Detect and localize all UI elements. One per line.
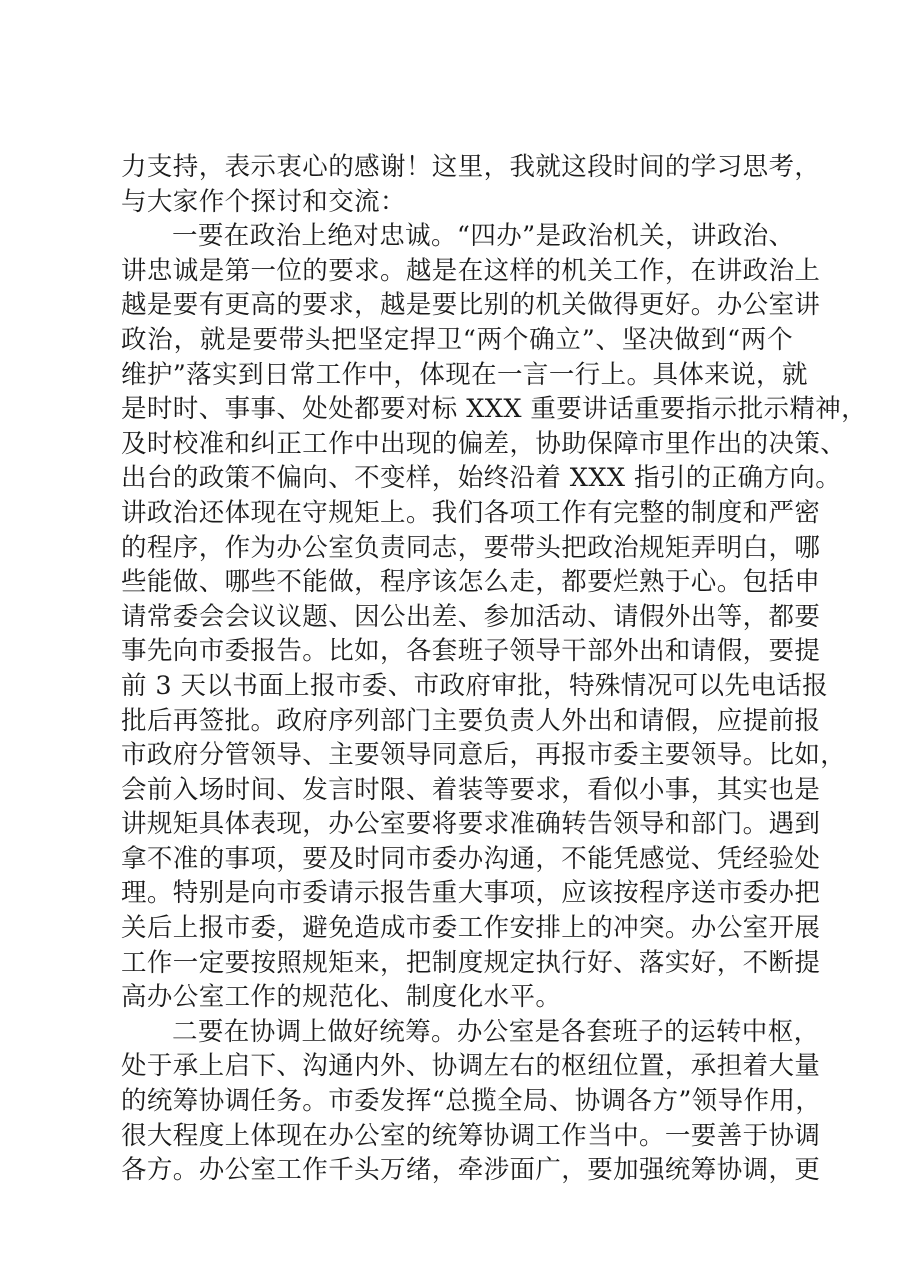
document-body (121, 150, 868, 1188)
text-line: 请常委会会议议题、因公出差、参加活动、请假外出等，都要 (121, 601, 821, 632)
text-line: 关后上报市委，避免造成市委工作安排上的冲突。办公室开展 (121, 913, 821, 944)
text-line: 很大程度上体现在办公室的统筹协调工作当中。一要善于协调 (121, 1120, 821, 1151)
text-line: 与大家作个探讨和交流： (121, 186, 406, 217)
text-line: 的程序，作为办公室负责同志，要带头把政治规矩弄明白，哪 (121, 532, 821, 563)
text-line: 各方。办公室工作千头万绪，牵涉面广，要加强统筹协调，更 (121, 1155, 821, 1186)
text-line: 前 3 天以书面上报市委、市政府审批，特殊情况可以先电话报 (121, 670, 829, 701)
text-line: 会前入场时间、发言时限、着装等要求，看似小事，其实也是 (121, 774, 821, 805)
text-line: 批后再签批。政府序列部门主要负责人外出和请假，应提前报 (121, 705, 821, 736)
text-line: 是时时、事事、处处都要对标 XXX 重要讲话重要指示批示精神， (121, 394, 868, 425)
text-line: 高办公室工作的规范化、制度化水平。 (121, 982, 562, 1013)
text-line: 一要在政治上绝对忠诚。“四办”是政治机关，讲政治、 (172, 221, 795, 252)
text-line: 讲规矩具体表现，办公室要将要求准确转告领导和部门。遇到 (121, 809, 821, 840)
text-line: 处于承上启下、沟通内外、协调左右的枢纽位置，承担着大量 (121, 1051, 821, 1082)
text-line: 工作一定要按照规矩来，把制度规定执行好、落实好，不断提 (121, 947, 821, 978)
paragraph-intro-continuation (121, 150, 821, 219)
text-line: 讲忠诚是第一位的要求。越是在这样的机关工作，在讲政治上 (121, 255, 821, 286)
text-line: 及时校准和纠正工作中出现的偏差，协助保障市里作出的决策、 (121, 428, 847, 459)
text-line: 政治，就是要带头把坚定捍卫“两个确立”、坚决做到“两个 (121, 324, 793, 355)
paragraph-politics (121, 219, 868, 1015)
text-line: 力支持，表示衷心的感谢！这里，我就这段时间的学习思考， (121, 152, 821, 182)
text-line: 理。特别是向市委请示报告重大事项，应该按程序送市委办把 (121, 878, 821, 909)
text-line: 事先向市委报告。比如，各套班子领导干部外出和请假，要提 (121, 636, 821, 667)
text-line: 些能做、哪些不能做，程序该怎么走，都要烂熟于心。包括申 (121, 567, 821, 598)
text-line: 的统筹协调任务。市委发挥“总揽全局、协调各方”领导作用， (121, 1086, 822, 1117)
text-line: 出台的政策不偏向、不变样，始终沿着 XXX 指引的正确方向。 (121, 463, 842, 494)
text-line: 市政府分管领导、主要领导同意后，再报市委主要领导。比如， (121, 740, 847, 771)
text-line: 越是要有更高的要求，越是要比别的机关做得更好。办公室讲 (121, 290, 821, 321)
text-line: 讲政治还体现在守规矩上。我们各项工作有完整的制度和严密 (121, 497, 821, 528)
text-line: 拿不准的事项，要及时同市委办沟通，不能凭感觉、凭经验处 (121, 843, 821, 874)
paragraph-coordination (121, 1015, 822, 1188)
text-line: 二要在协调上做好统筹。办公室是各套班子的运转中枢， (172, 1016, 820, 1047)
text-line: 维护”落实到日常工作中，体现在一言一行上。具体来说，就 (121, 359, 808, 390)
